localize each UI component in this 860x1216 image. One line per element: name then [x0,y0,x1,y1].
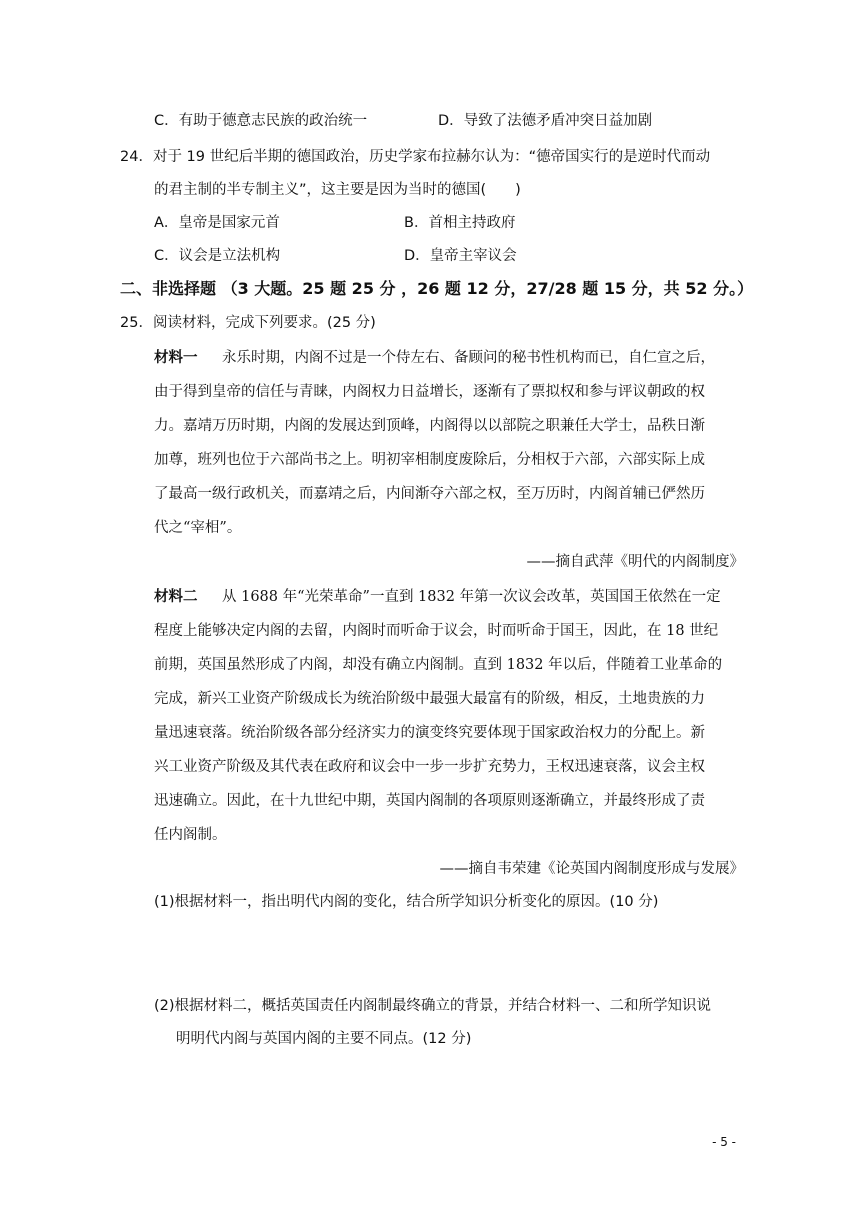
page-number: - 5 - [712,1135,736,1149]
material2-line: 兴工业资产阶级及其代表在政府和议会中一步一步扩充势力，王权迅速衰落，议会主权 [154,759,705,775]
q25-sub2-line2: 明明代内阁与英国内阁的主要不同点。(12 分) [176,1031,472,1047]
q25-sub2-line1: (2)根据材料二，概括英国责任内阁制最终确立的背景，并结合材料一、二和所学知识说 [154,998,712,1014]
material1-line: 代之“宰相”。 [154,520,242,536]
material2-line: 从 1688 年“光荣革命”一直到 1832 年第一次议会改革，英国国王依然在一定 [222,589,721,605]
material1-label: 材料一 [154,350,198,366]
q24-option-a: A．皇帝是国家元首 [154,215,280,231]
material2-line: 程度上能够决定内阁的去留，内阁时而听命于议会，时而听命于国王，因此，在 18 世纪 [154,623,719,639]
material1-line: 力。嘉靖万历时期，内阁的发展达到顶峰，内阁得以以部院之职兼任大学士，品秩日渐 [154,418,705,434]
material1-source: ——摘自武萍《明代的内阁制度》 [526,554,744,570]
material2-label: 材料二 [154,589,198,605]
q25-stem: 25．阅读材料，完成下列要求。(25 分) [120,315,376,331]
material1-line: 永乐时期，内阁不过是一个侍左右、备顾问的秘书性机构而已，自仁宣之后， [222,350,715,366]
material2-line: 量迅速衰落。统治阶级各部分经济实力的演变终究要体现于国家政治权力的分配上。新 [154,725,705,741]
q24-stem-line2: 的君主制的半专制主义”，这主要是因为当时的德国( ) [154,182,521,198]
section-heading: 二、非选择题 （3 大题。25 题 25 分 ，26 题 12 分，27/28 题 15 分，共 52 分。） [120,279,754,298]
q24-option-c: C．议会是立法机构 [154,248,281,264]
q24-option-b: B．首相主持政府 [404,215,516,231]
material2-line: 任内阁制。 [154,827,227,843]
material2-line: 完成，新兴工业资产阶级成长为统治阶级中最强大最富有的阶级，相反，土地贵族的力 [154,691,705,707]
material2-line: 迅速确立。因此，在十九世纪中期，英国内阁制的各项原则逐渐确立，并最终形成了责 [154,793,705,809]
material2-source: ——摘自韦荣建《论英国内阁制度形成与发展》 [439,861,744,877]
material1-line: 了最高一级行政机关，而嘉靖之后，内间渐夺六部之权，至万历时，内阁首辅已俨然历 [154,486,705,502]
material2-line: 前期，英国虽然形成了内阁，却没有确立内阁制。直到 1832 年以后，伴随着工业革命的 [154,657,723,673]
q25-sub1: (1)根据材料一，指出明代内阁的变化，结合所学知识分析变化的原因。(10 分) [154,894,659,910]
material1-line: 加尊，班列也位于六部尚书之上。明初宰相制度废除后，分相权于六部，六部实际上成 [154,452,705,468]
material1-line: 由于得到皇帝的信任与青睐，内阁权力日益增长，逐渐有了票拟权和参与评议朝政的权 [154,384,705,400]
q24-stem-line1: 24．对于 19 世纪后半期的德国政治，历史学家布拉赫尔认为：“德帝国实行的是逆时代而动 [120,149,711,165]
q23-option-d: D．导致了法德矛盾冲突日益加剧 [438,113,653,129]
q24-option-d: D．皇帝主宰议会 [404,248,517,264]
q23-option-c: C．有助于德意志民族的政治统一 [154,113,368,129]
